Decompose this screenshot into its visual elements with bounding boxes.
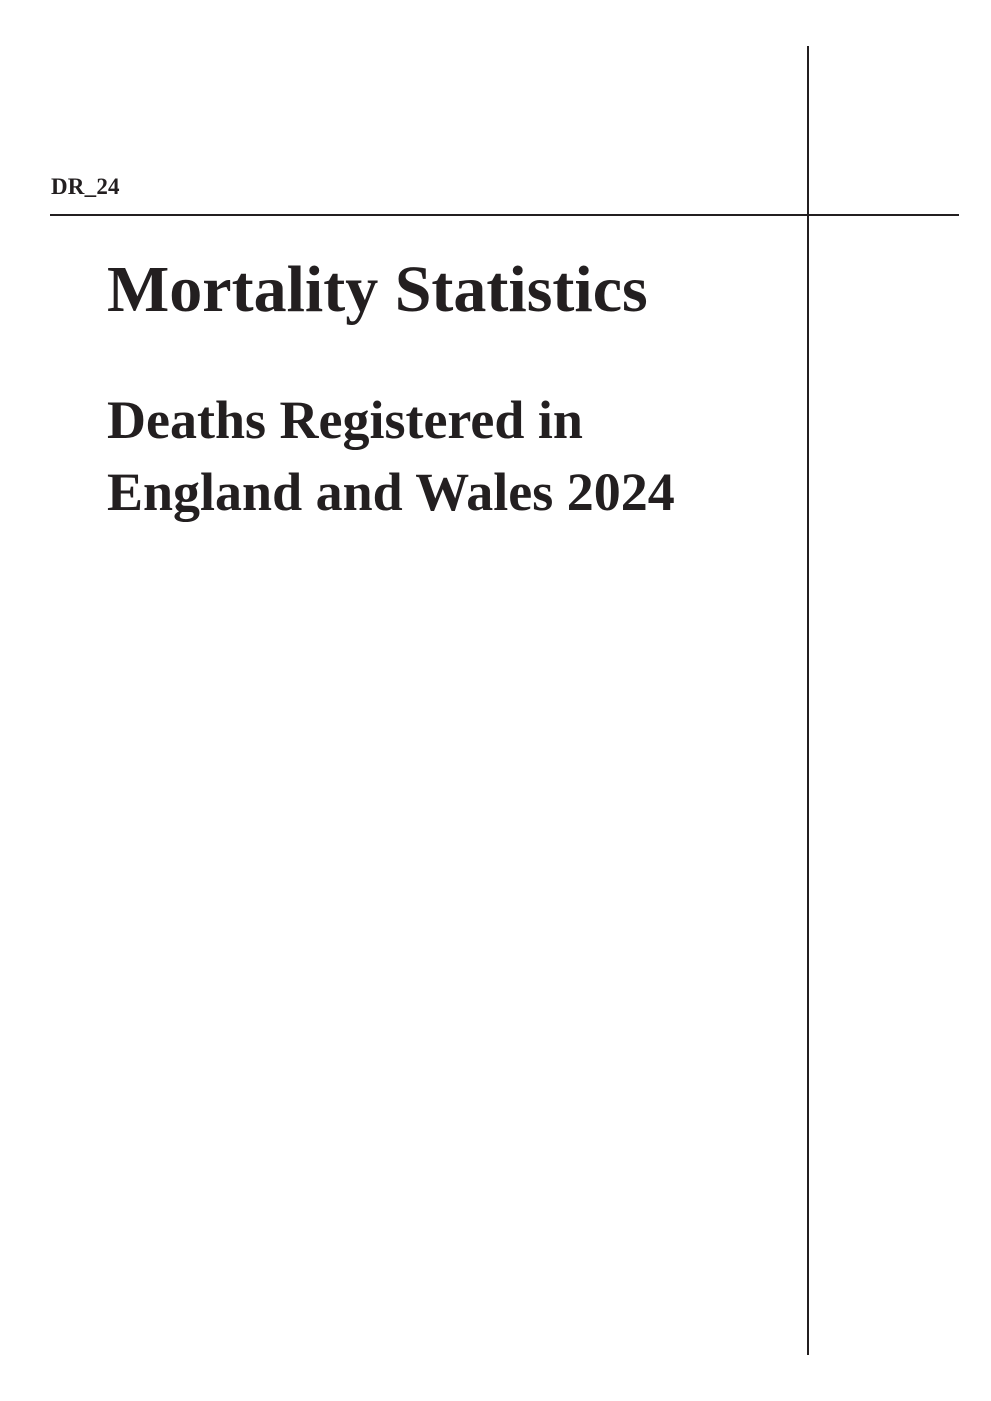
subtitle-line-1: Deaths Registered in [107, 390, 583, 450]
subtitle-line-2: England and Wales 2024 [107, 462, 675, 522]
horizontal-divider-line [50, 214, 959, 216]
document-code: DR_24 [51, 174, 120, 199]
vertical-divider-line [807, 46, 809, 1355]
page-subtitle [107, 384, 675, 528]
page-title: Mortality Statistics [107, 253, 648, 326]
